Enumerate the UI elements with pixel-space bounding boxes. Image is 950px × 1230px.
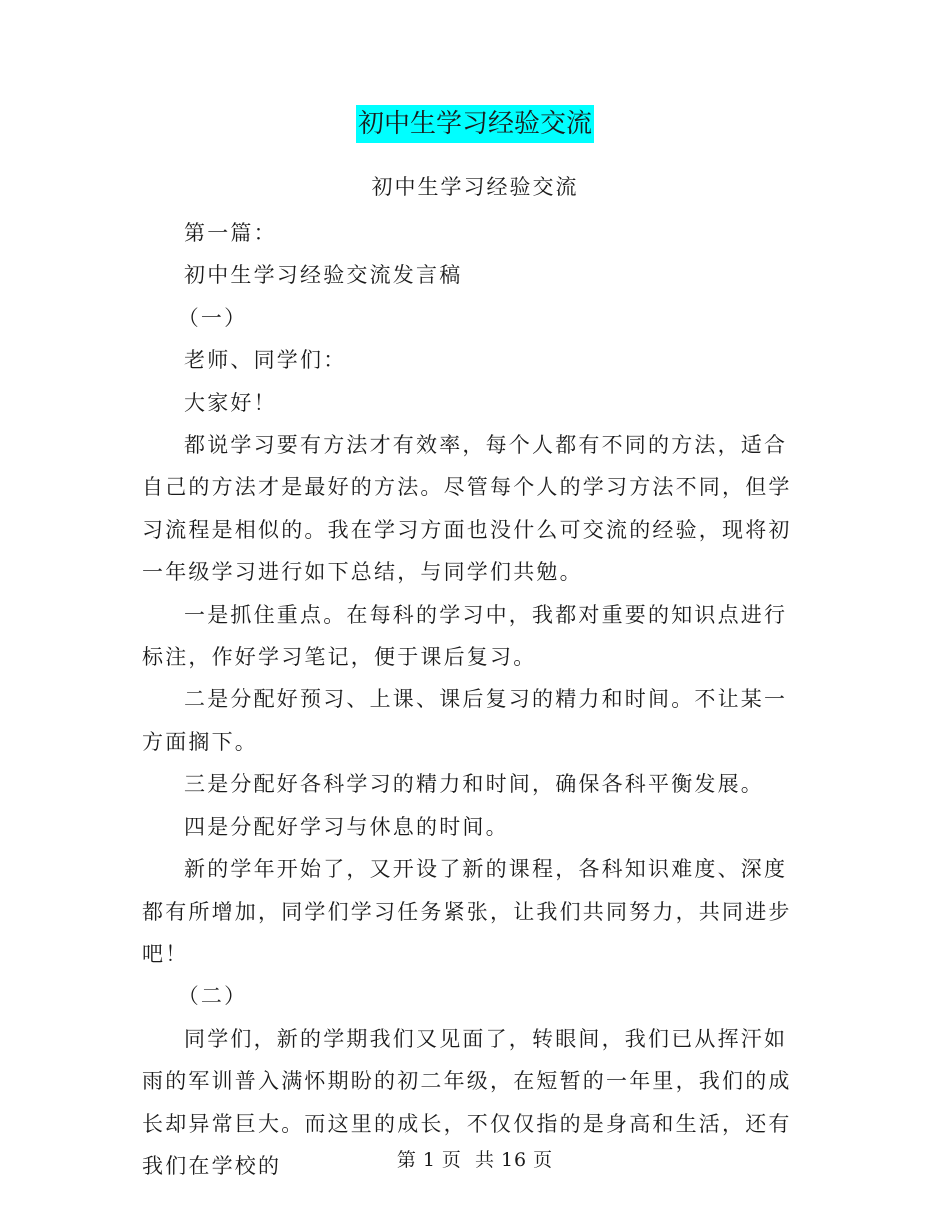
paragraph-part-one-marker: （一） xyxy=(177,305,248,330)
footer-total-pages: 16 xyxy=(500,1149,528,1171)
paragraph-speech-title: 初中生学习经验交流发言稿 xyxy=(184,263,463,288)
footer-current-page: 1 xyxy=(422,1149,436,1171)
paragraph-closing: 新的学年开始了，又开设了新的课程，各科知识难度、深度都有所增加，同学们学习任务紧张，让我们共同努力，共同进步吧！ xyxy=(142,857,792,966)
paragraph-point-one: 一是抓住重点。在每科的学习中，我都对重要的知识点进行标注，作好学习笔记，便于课后复习。 xyxy=(142,602,788,670)
title-container xyxy=(0,105,950,143)
paragraph-intro: 都说学习要有方法才有效率，每个人都有不同的方法，适合自己的方法才是最好的方法。尽管每个人的学习方法不同，但学习流程是相似的。我在学习方面也没什么可交流的经验，现将初一年级学习进行如下总结，与同学们共勉。 xyxy=(142,433,792,585)
footer-prefix: 第 xyxy=(396,1149,417,1171)
document-subtitle: 初中生学习经验交流 xyxy=(371,175,579,199)
paragraph-greeting: 大家好！ xyxy=(184,390,277,415)
paragraph-part-two-body: 同学们，新的学期我们又见面了，转眼间，我们已从挥汗如雨的军训普入满怀期盼的初二年级，在短暂的一年里，我们的成长却异常巨大。而这里的成长，不仅仅指的是身高和生活，还有我们在学校的 xyxy=(142,1026,792,1178)
footer-suffix: 页 xyxy=(533,1149,554,1171)
paragraph-part-two-marker: （二） xyxy=(177,984,248,1009)
page-footer xyxy=(0,1146,950,1174)
paragraph-salutation: 老师、同学们： xyxy=(184,348,347,373)
document-title: 初中生学习经验交流 xyxy=(356,105,594,143)
paragraph-point-three: 三是分配好各科学习的精力和时间，确保各科平衡发展。 xyxy=(184,772,764,797)
footer-middle: 页 共 xyxy=(441,1149,495,1171)
paragraph-point-four: 四是分配好学习与休息的时间。 xyxy=(184,814,509,839)
document-body xyxy=(142,212,802,1187)
paragraph-section-heading: 第一篇： xyxy=(184,221,277,245)
paragraph-point-two: 二是分配好预习、上课、课后复习的精力和时间。不让某一方面搁下。 xyxy=(142,687,788,754)
